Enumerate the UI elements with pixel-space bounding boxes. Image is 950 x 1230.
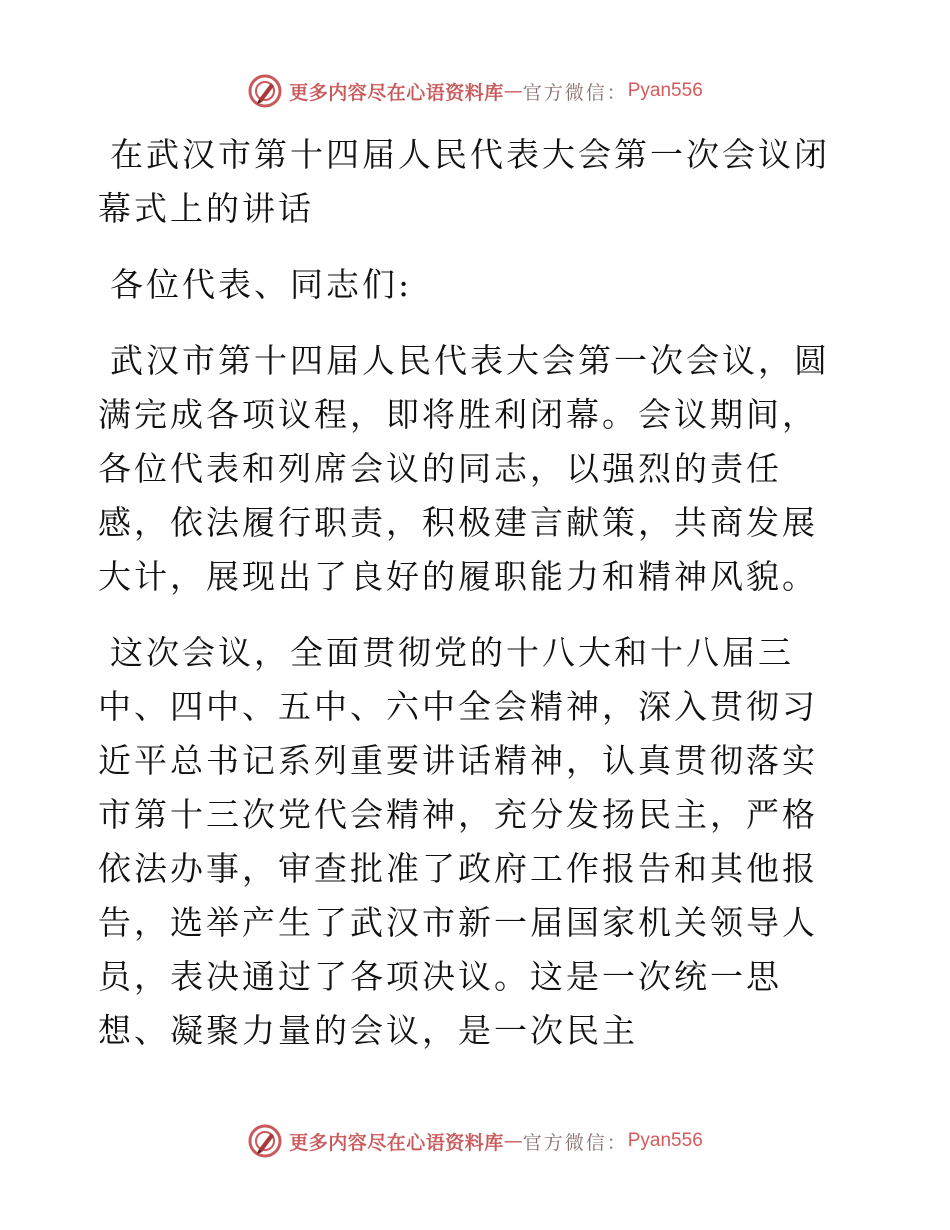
watermark-contact: Pyan556 [627,80,703,101]
watermark-separator: — [503,1130,523,1152]
header-watermark [0,71,950,111]
watermark-slogan: 更多内容尽在心语资料库 [289,81,504,104]
document-title: 在武汉市第十四届人民代表大会第一次会议闭幕式上的讲话 [98,135,830,228]
document-salutation: 各位代表、同志们: [110,265,413,304]
watermark-slogan: 更多内容尽在心语资料库 [289,1131,504,1154]
paragraph: 武汉市第十四届人民代表大会第一次会议，圆满完成各项议程，即将胜利闭幕。会议期间，各位代表和列席会议的同志，以强烈的责任感，依法履行职责，积极建言献策，共商发展大计，展现出了良好的履职能力和精神风貌。 [98,341,830,596]
footer-watermark [0,1121,950,1161]
paragraph: 这次会议，全面贯彻党的十八大和十八届三中、四中、五中、六中全会精神，深入贯彻习近平总书记系列重要讲话精神，认真贯彻落实市第十三次党代会精神，充分发扬民主，严格依法办事，审查批准了政府工作报告和其他报告，选举产生了武汉市新一届国家机关领导人员，表决通过了各项决议。这是一次统一思想、凝聚力量的会议，是一次民主 [98,633,818,1050]
watermark-separator: — [503,80,523,102]
pen-logo-icon [247,1123,283,1159]
document-body [98,128,850,1058]
watermark-official-label: 官方微信： [522,81,628,104]
pen-logo-icon [247,73,283,109]
watermark-official-label: 官方微信： [522,1131,628,1154]
watermark-contact: Pyan556 [627,1130,703,1151]
